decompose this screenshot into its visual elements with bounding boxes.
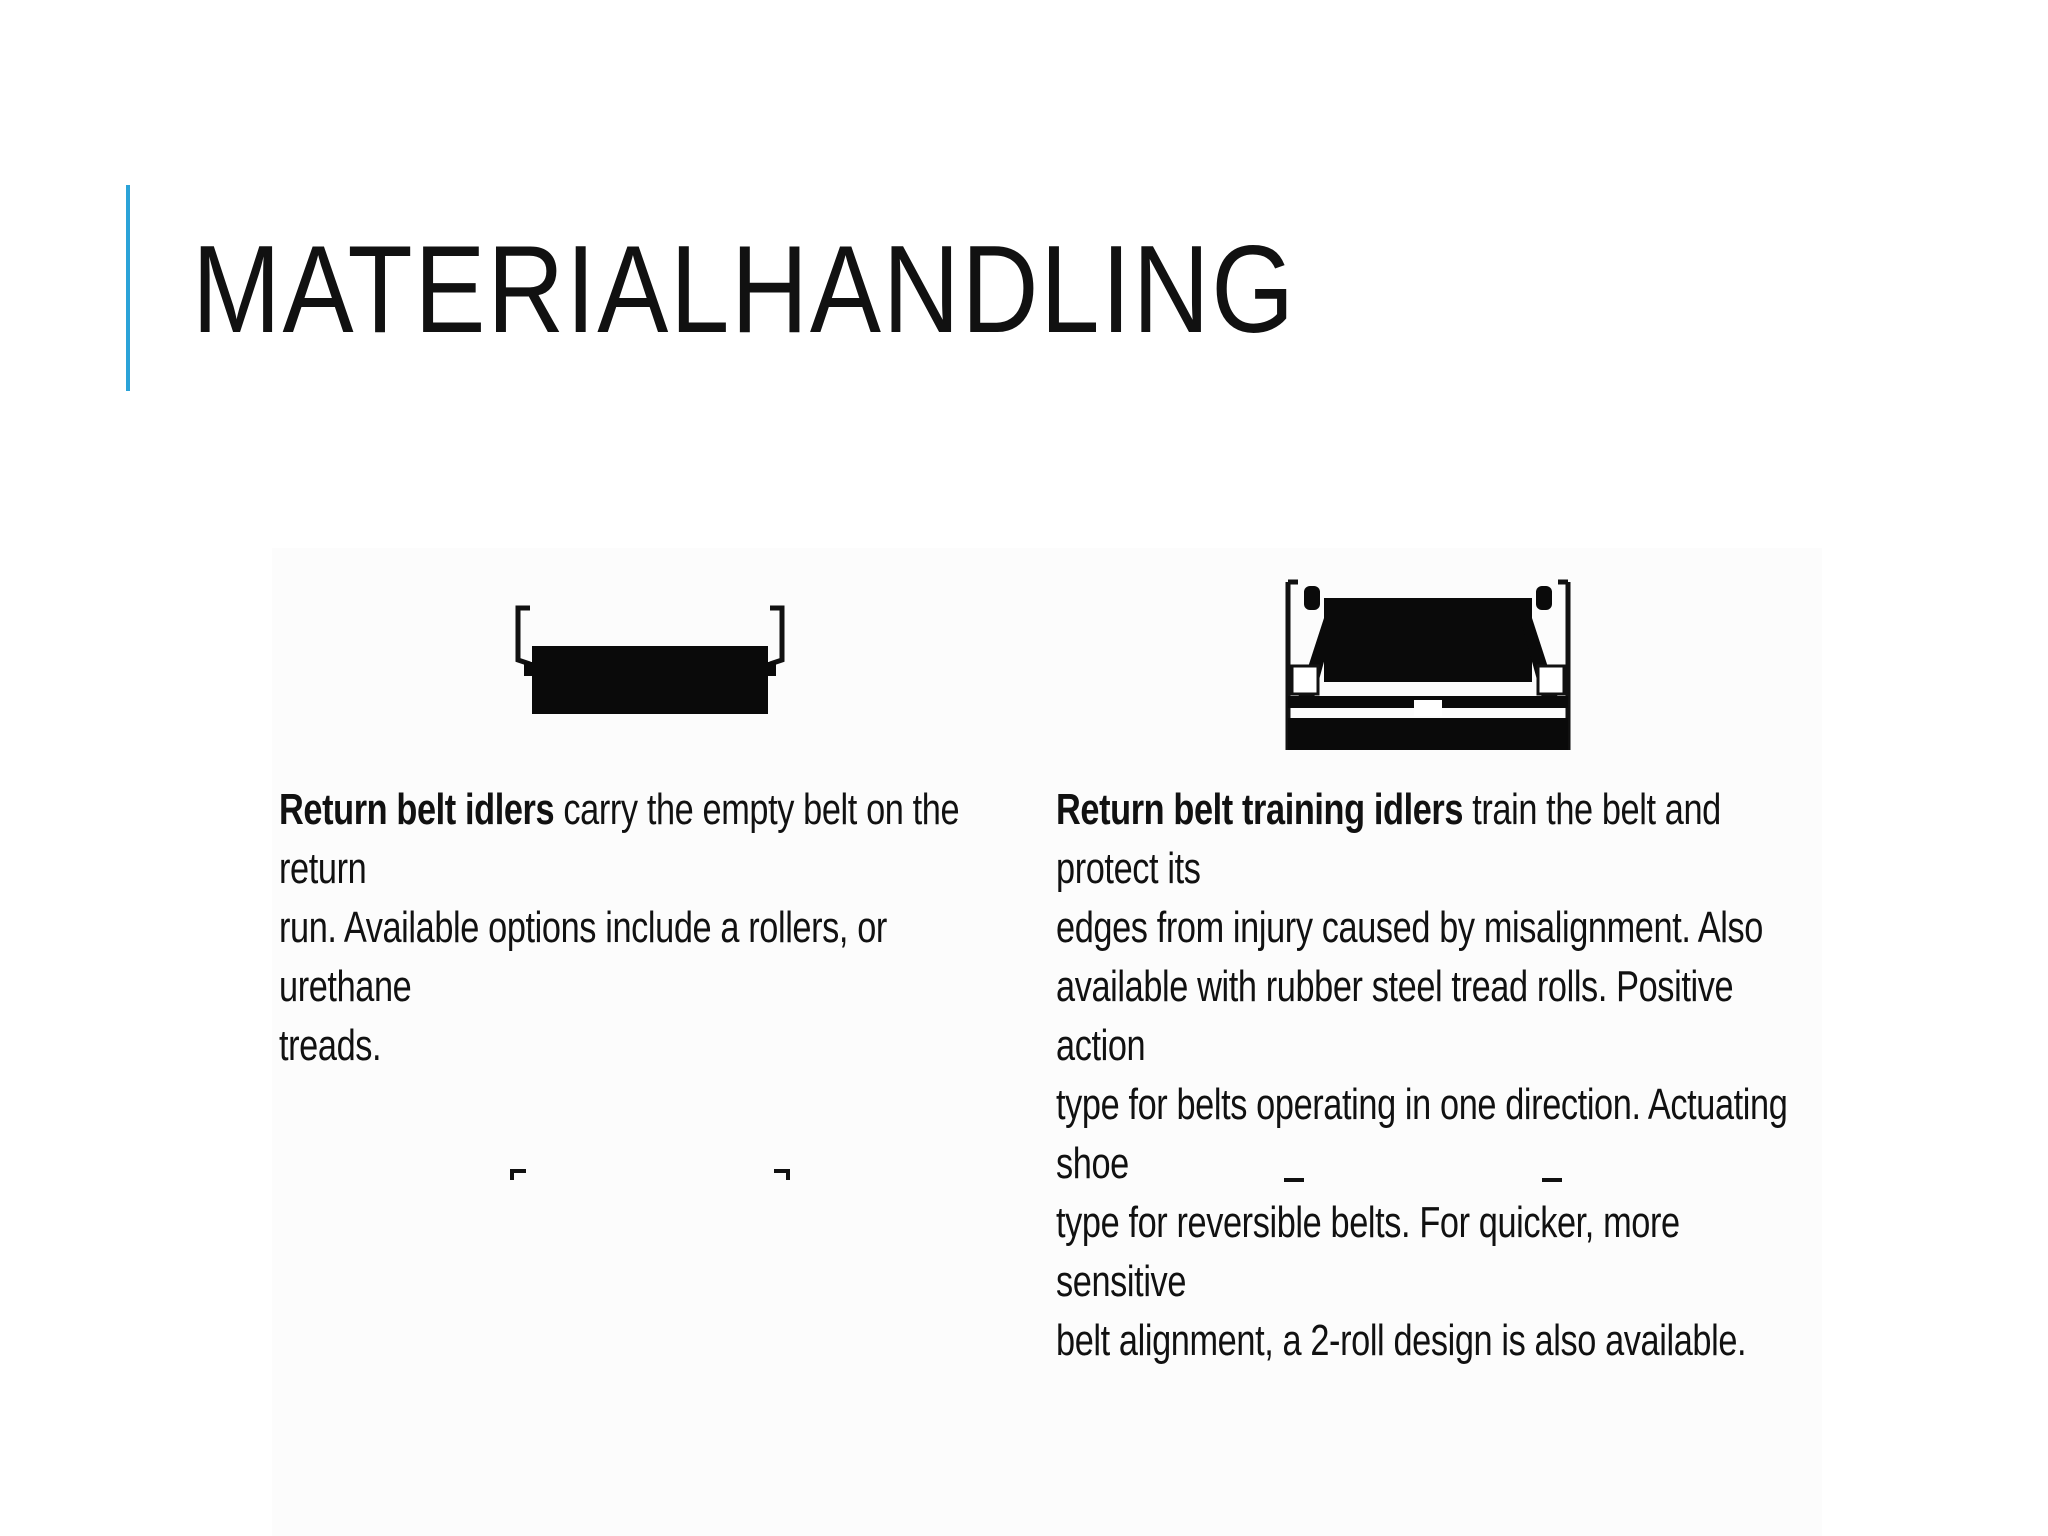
- caption-line: carry the empty belt on the return: [279, 785, 960, 893]
- return-belt-idler-icon: [510, 602, 790, 722]
- return-belt-training-idler-icon: [1284, 578, 1572, 750]
- cropped-idler-bracket-icon: [510, 1168, 790, 1182]
- caption-bold-term: Return belt training idlers: [1056, 785, 1464, 834]
- caption-bold-term: Return belt idlers: [279, 785, 555, 834]
- caption-line: type for reversible belts. For quicker, more sensitive: [1056, 1198, 1680, 1306]
- caption-line: edges from injury caused by misalignment. Also: [1056, 903, 1763, 952]
- caption-line: belt alignment, a 2-roll design is also available.: [1056, 1316, 1747, 1365]
- caption-line: type for belts operating in one direction. Actuating shoe: [1056, 1080, 1788, 1188]
- return-belt-idlers-caption: [279, 780, 981, 1075]
- caption-line: available with rubber steel tread rolls. Positive action: [1056, 962, 1734, 1070]
- caption-line: run. Available options include a rollers, or urethane: [279, 903, 887, 1011]
- caption-line: train the belt and protect its: [1056, 785, 1721, 893]
- caption-line: treads.: [279, 1021, 382, 1070]
- return-belt-training-idlers-caption: [1056, 780, 1805, 1370]
- cropped-training-idler-bracket-icon: [1284, 1176, 1572, 1184]
- slide-title: MATERIALHANDLING: [192, 221, 1296, 359]
- title-accent-bar: [126, 185, 130, 391]
